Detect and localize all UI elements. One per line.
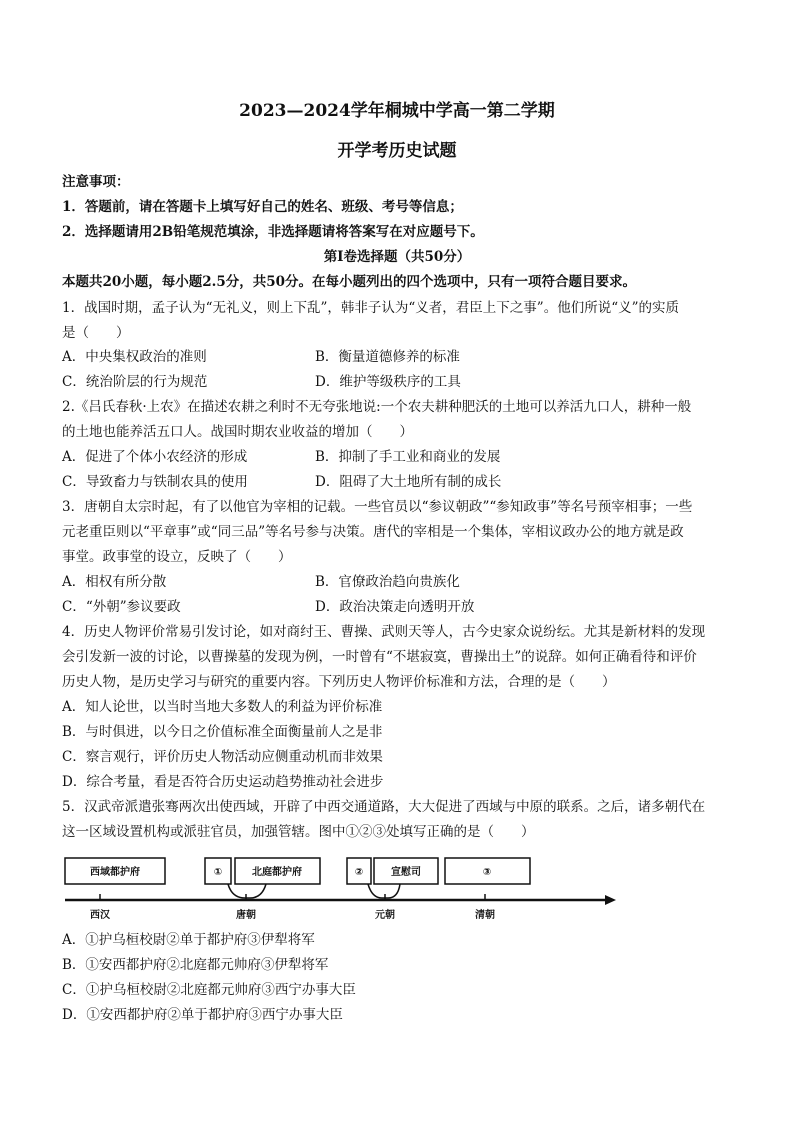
question-3-text: 3．唐朝自太宗时起，有了以他官为宰相的记载。一些官员以“参议朝政”“参知政事”等名号预宰相事；一些	[62, 499, 693, 515]
option-a: A．知人论世，以当时当地大多数人的利益为评价标准	[62, 699, 383, 715]
question-2-text: 2.《吕氏春秋·上农》在描述农耕之利时不无夸张地说:一个农夫耕种肥沃的土地可以养活九口人，耕种一般	[62, 399, 692, 415]
option-a: A．相权有所分散	[62, 574, 167, 590]
timeline-box-label: 宣慰司	[391, 867, 421, 878]
option-c: C．①护乌桓校尉②北庭都元帅府③西宁办事大臣	[62, 982, 356, 998]
option-a: A．①护乌桓校尉②单于都护府③伊犁将军	[62, 932, 315, 948]
option-c: C．“外朝”参议要政	[62, 599, 181, 615]
option-c: C．统治阶层的行为规范	[62, 374, 208, 390]
option-b: B．与时俱进，以今日之价值标准全面衡量前人之是非	[62, 724, 383, 740]
question-1-text: 1．战国时期，孟子认为“无礼义，则上下乱”，韩非子认为“义者，君臣上下之事”。他们所说“义”的实质	[62, 300, 679, 316]
option-d: D．①安西都护府②单于都护府③西宁办事大臣	[62, 1007, 343, 1023]
notice-item: 2．选择题请用2B铅笔规范填涂，非选择题请将答案写在对应题号下。	[62, 224, 484, 240]
option-b: B．衡量道德修养的标准	[315, 349, 460, 365]
question-5-text: 这一区域设置机构或派驻官员，加强管辖。图中①②③处填写正确的是（ ）	[62, 824, 535, 840]
question-4-text: 历史人物，是历史学习与研究的重要内容。下列历史人物评价标准和方法，合理的是（ ）	[62, 674, 616, 690]
timeline-era-label: 唐朝	[236, 910, 256, 921]
timeline-box-label: ③	[482, 867, 492, 878]
notice-item: 1．答题前，请在答题卡上填写好自己的姓名、班级、考号等信息；	[62, 199, 463, 215]
option-b: B．官僚政治趋向贵族化	[315, 574, 460, 590]
question-3-text: 事堂。政事堂的设立，反映了（ ）	[62, 549, 292, 565]
timeline-connector	[228, 884, 266, 898]
timeline-box-label: ①	[213, 867, 223, 878]
question-4-text: 会引发新一波的讨论，以曹操墓的发现为例，一时曾有“不堪寂寞，曹操出土”的说辞。如何正确看待和评价	[62, 649, 697, 665]
exam-subtitle: 开学考历史试题	[337, 141, 457, 161]
question-3-text: 元老重臣则以“平章事”或“同三品”等名号参与决策。唐代的宰相是一个集体，宰相议政办公的地方就是政	[62, 524, 684, 540]
section-title: 第Ⅰ卷选择题（共50分）	[323, 249, 471, 265]
timeline-box-label: 北庭都护府	[252, 867, 302, 878]
timeline-connector	[368, 884, 400, 898]
timeline-era-label: 清朝	[475, 910, 495, 921]
question-2-text: 的土地也能养活五口人。战国时期农业收益的增加（ ）	[62, 424, 413, 440]
timeline-box-label: ②	[354, 867, 364, 878]
section-instruction: 本题共20小题，每小题2.5分，共50分。在每小题列出的四个选项中，只有一项符合题目要求。	[62, 274, 637, 290]
question-5-text: 5．汉武帝派遣张骞两次出使西域，开辟了中西交通道路，大大促进了西域与中原的联系。之后，诸多朝代在	[62, 799, 706, 815]
question-4-text: 4．历史人物评价常易引发讨论，如对商纣王、曹操、武则天等人，古今史家众说纷纭。尤其是新材料的发现	[62, 624, 706, 640]
option-b: B．①安西都护府②北庭都元帅府③伊犁将军	[62, 957, 329, 973]
option-a: A．促进了个体小农经济的形成	[62, 449, 248, 465]
timeline-era-label: 元朝	[375, 910, 395, 921]
option-c: C．导致畜力与铁制农具的使用	[62, 474, 248, 490]
option-d: D．阻碍了大土地所有制的成长	[315, 474, 502, 490]
option-d: D．维护等级秩序的工具	[315, 374, 461, 390]
timeline-figure	[60, 856, 620, 926]
timeline-era-label: 西汉	[90, 910, 110, 921]
question-1-text: 是（ ）	[62, 325, 130, 341]
option-c: C．察言观行，评价历史人物活动应侧重动机而非效果	[62, 749, 383, 765]
option-b: B．抑制了手工业和商业的发展	[315, 449, 501, 465]
timeline-arrow	[605, 895, 616, 905]
notice-heading: 注意事项：	[62, 174, 130, 190]
option-a: A．中央集权政治的准则	[62, 349, 207, 365]
timeline-box-label: 西域都护府	[90, 867, 140, 878]
exam-title: 2023—2024学年桐城中学高一第二学期	[239, 101, 555, 121]
option-d: D．政治决策走向透明开放	[315, 599, 475, 615]
option-d: D．综合考量，看是否符合历史运动趋势推动社会进步	[62, 774, 384, 790]
